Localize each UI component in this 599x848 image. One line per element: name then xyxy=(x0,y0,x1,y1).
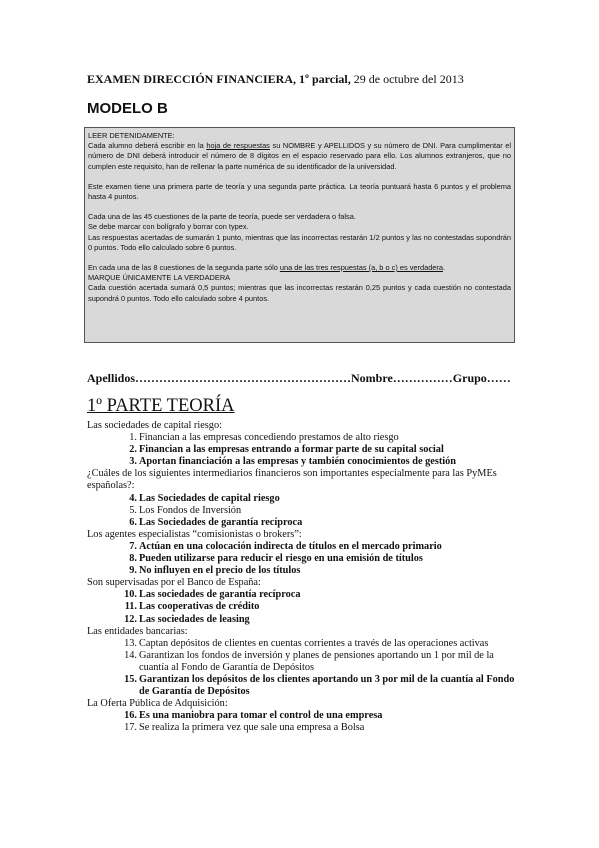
question-item xyxy=(87,565,517,577)
question-number: 9. xyxy=(129,565,137,577)
question-item xyxy=(87,638,517,650)
question-number: 3. xyxy=(129,456,137,468)
question-text: Pueden utilizarse para reducir el riesgo en una emisión de títulos xyxy=(139,553,423,565)
instructions-p4 xyxy=(88,263,511,304)
question-number: 8. xyxy=(129,553,137,565)
question-text: No influyen en el precio de los títulos xyxy=(139,565,301,577)
instructions-p1-b: su NOMBRE y APELLIDOS y su número de DNI. Para cumplimentar el número de DNI deberá introducir el número de 8 dígitos en el espacio reservado para ello. Los alumnos extranjeros, que no cumplen este requisito, han de rellenar la parte numérica de su identificador de la universidad. xyxy=(88,141,512,171)
question-item xyxy=(87,517,517,529)
question-item xyxy=(87,722,517,734)
question-number: 6. xyxy=(129,516,137,528)
question-text: Captan depósitos de clientes en cuentas corrientes a través de las operaciones activas xyxy=(139,637,489,649)
question-number: 4. xyxy=(129,492,137,504)
part-title: 1º PARTE TEORÍA xyxy=(87,396,235,416)
exam-title-date: 29 de octubre del 2013 xyxy=(350,72,464,86)
question-number: 13. xyxy=(124,637,137,649)
instructions-p2: Este examen tiene una primera parte de teoría y una segunda parte práctica. La teoría puntuará hasta 6 puntos y el problema hasta 4 puntos. xyxy=(88,181,511,202)
instructions-p4-a: En cada una de las 8 cuestiones de la segunda parte sólo xyxy=(88,263,280,273)
question-text: Las sociedades de leasing xyxy=(139,613,250,625)
instructions-p4-underlined: una de las tres respuestas (a, b o c) es verdadera xyxy=(279,263,443,273)
question-text: Garantizan los depósitos de los clientes aportando un 3 por mil de la cuantía al Fondo de Garantía de Depósitos xyxy=(139,673,515,698)
question-number: 16. xyxy=(124,710,137,722)
instructions-p4-l3: Cada cuestión acertada sumará 0,5 puntos; mientras que las incorrectas restarán 0,25 puntos y cada cuestión no contestada supondrá 0 puntos. Todo ello calculado sobre 4 puntos. xyxy=(88,283,511,303)
question-text: Se realiza la primera vez que sale una empresa a Bolsa xyxy=(139,722,365,734)
instructions-p3-l2: Se debe marcar con bolígrafo y borrar con typex. xyxy=(88,222,249,232)
question-items xyxy=(87,432,517,468)
question-stem: Las entidades bancarias: xyxy=(87,625,188,637)
instructions-box xyxy=(84,127,515,343)
question-text: Las sociedades de garantía recíproca xyxy=(139,589,301,601)
question-list xyxy=(87,420,517,734)
question-text: Las cooperativas de crédito xyxy=(139,601,260,613)
question-item xyxy=(87,674,517,698)
instructions-p4-l2: MARQUE ÚNICAMENTE LA VERDADERA xyxy=(88,273,231,283)
question-item xyxy=(87,601,517,613)
question-text: Financian a las empresas entrando a formar parte de su capital social xyxy=(139,444,444,456)
question-items xyxy=(87,589,517,625)
question-number: 10. xyxy=(124,589,137,601)
question-number: 1. xyxy=(129,432,137,444)
exam-title xyxy=(87,72,464,87)
instructions-p3 xyxy=(88,212,511,253)
question-text: Garantizan los fondos de inversión y planes de pensiones aportando un 1 por mil de la cuantía al Fondo de Garantía de Depósitos xyxy=(139,649,494,673)
question-item xyxy=(87,505,517,517)
instructions-p4-b: . xyxy=(442,263,446,273)
question-stem: Los agentes especialistas “comisionistas o brokers”: xyxy=(87,528,302,540)
question-item xyxy=(87,553,517,565)
question-number: 2. xyxy=(129,444,137,456)
instructions-p3-l3: Las respuestas acertadas de sumarán 1 punto, mientras que las incorrectas restarán 1/2 puntos y las no contestadas supondrán 0 puntos. Todo ello calculado sobre 6 puntos. xyxy=(88,232,511,252)
question-item xyxy=(87,456,517,468)
question-text: Las Sociedades de garantía recíproca xyxy=(139,516,303,528)
instructions-p3-l1: Cada una de las 45 cuestiones de la parte de teoría, puede ser verdadera o falsa. xyxy=(88,212,356,222)
question-text: Actúan en una colocación indirecta de títulos en el mercado primario xyxy=(139,540,442,552)
question-item xyxy=(87,541,517,553)
question-item xyxy=(87,710,517,722)
question-items xyxy=(87,541,517,577)
question-item xyxy=(87,493,517,505)
question-number: 11. xyxy=(124,601,137,613)
instructions-p1 xyxy=(88,131,511,172)
answer-sheet-ref: hoja de respuestas xyxy=(206,141,270,151)
student-info-line: Apellidos………………………………………………Nombre……………Grupo…… xyxy=(87,371,511,385)
question-text: Las Sociedades de capital riesgo xyxy=(139,492,280,504)
question-stem: ¿Cuáles de los siguientes intermediarios financieros son importantes especialmente para las PyMEs españolas?: xyxy=(87,468,497,492)
question-item xyxy=(87,432,517,444)
question-number: 5. xyxy=(129,504,137,516)
question-stem: Las sociedades de capital riesgo: xyxy=(87,420,222,431)
question-text: Financian a las empresas concediendo prestamos de alto riesgo xyxy=(139,432,399,444)
question-items xyxy=(87,493,517,529)
question-number: 12. xyxy=(124,613,137,625)
question-stem: Son supervisadas por el Banco de España: xyxy=(87,577,261,589)
question-number: 15. xyxy=(124,673,137,685)
question-number: 7. xyxy=(129,540,137,552)
exam-model: MODELO B xyxy=(87,100,168,117)
question-items xyxy=(87,710,517,734)
question-number: 17. xyxy=(124,722,137,734)
question-number: 14. xyxy=(124,649,137,661)
question-stem: La Oferta Pública de Adquisición: xyxy=(87,698,228,710)
question-item xyxy=(87,444,517,456)
instructions-p1-a: Cada alumno deberá escribir en la xyxy=(88,141,207,151)
exam-title-bold: EXAMEN DIRECCIÓN FINANCIERA, 1º parcial, xyxy=(87,72,351,86)
question-text: Aportan financiación a las empresas y también conocimientos de gestión xyxy=(139,456,457,468)
question-text: Los Fondos de Inversión xyxy=(139,504,242,516)
question-item xyxy=(87,650,517,674)
question-items xyxy=(87,638,517,698)
question-item xyxy=(87,589,517,601)
question-item xyxy=(87,614,517,626)
instructions-heading: LEER DETENIDAMENTE: xyxy=(88,131,175,140)
question-text: Es una maniobra para tomar el control de una empresa xyxy=(139,710,383,722)
